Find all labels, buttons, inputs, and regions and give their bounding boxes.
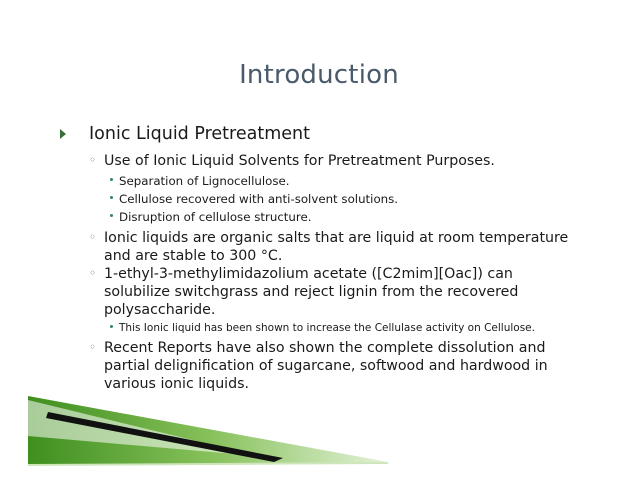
slide-title: Introduction <box>239 60 399 90</box>
arrow-bullet-icon <box>60 129 66 139</box>
sub-list-item-text: Cellulose recovered with anti-solvent solutions. <box>119 192 399 206</box>
circle-bullet-icon: ◦ <box>89 230 97 244</box>
list-item-text: solubilize switchgrass and reject lignin from the recovered <box>104 284 519 300</box>
dot-bullet-icon <box>110 214 113 217</box>
list-item-text: Recent Reports have also shown the complete dissolution and <box>104 340 546 356</box>
circle-bullet-icon: ◦ <box>89 340 97 354</box>
sub-list-item-text: Disruption of cellulose structure. <box>119 210 312 224</box>
list-item-text: Use of Ionic Liquid Solvents for Pretreatment Purposes. <box>104 153 495 169</box>
list-item-text: Ionic liquids are organic salts that are liquid at room temperature <box>104 230 569 246</box>
sub-list-item-text: Separation of Lignocellulose. <box>119 174 290 188</box>
dot-bullet-icon <box>110 178 113 181</box>
list-item-text: various ionic liquids. <box>104 376 250 392</box>
list-item-text: and are stable to 300 °C. <box>104 248 283 264</box>
dot-bullet-icon <box>110 196 113 199</box>
circle-bullet-icon: ◦ <box>89 153 97 167</box>
list-item-text: partial delignification of sugarcane, softwood and hardwood in <box>104 358 548 374</box>
circle-bullet-icon: ◦ <box>89 266 97 280</box>
dot-bullet-icon <box>110 325 113 328</box>
green-swoosh-decoration <box>28 396 388 468</box>
list-item-text: 1-ethyl-3-methylimidazolium acetate ([C2mim][Oac]) can <box>104 266 513 282</box>
section-heading: Ionic Liquid Pretreatment <box>89 124 310 144</box>
list-item-text: polysaccharide. <box>104 302 216 318</box>
sub-list-item-text: This Ionic liquid has been shown to increase the Cellulase activity on Cellulose. <box>119 322 535 334</box>
